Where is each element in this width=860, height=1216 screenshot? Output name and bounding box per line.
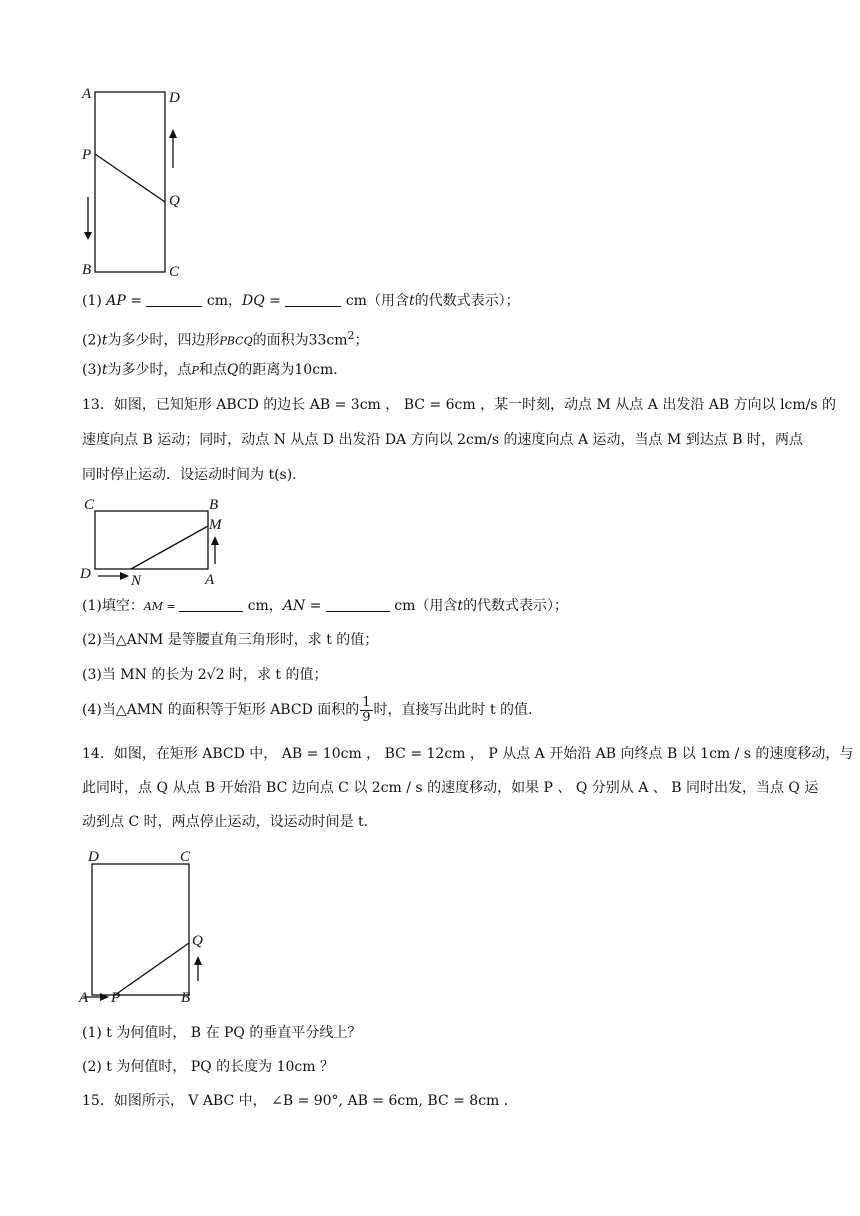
- q13-part1: (1)填空：AM = cm，AN = cm（用含t的代数式表示）；: [82, 598, 569, 614]
- label-A: A: [205, 572, 215, 588]
- q12-part1: (1) AP = cm，DQ = cm（用含t的代数式表示）；: [82, 293, 520, 309]
- answer-blank[interactable]: [326, 597, 390, 612]
- q14-text-line-3: 动到点 C 时，两点停止运动，设运动时间是 t．: [82, 814, 378, 830]
- q13-part2: (2)当△ANM 是等腰直角三角形时，求 t 的值；: [82, 632, 379, 648]
- figure-rectangle-abcd-2: [78, 496, 238, 588]
- q12-part2: (2)t为多少时，四边形PBCQ的面积为$33cm^2$；: [82, 329, 369, 349]
- q14-text-line-1: 14．如图，在矩形 ABCD 中， AB = 10cm ， BC = 12cm ， P 从点 A 开始沿 AB 向终点 B 以 1cm / s 的速度移动，与: [82, 746, 854, 762]
- q13-text-line-2: 速度向点 B 运动；同时，动点 N 从点 D 出发沿 DA 方向以 2cm/s 的速度向点 A 运动，当点 M 到达点 B 时，两点: [82, 432, 803, 448]
- label-B: B: [181, 990, 191, 1006]
- label-M: M: [209, 517, 222, 533]
- label-P: P: [111, 990, 121, 1006]
- label-D: D: [88, 849, 99, 865]
- q14-text-line-2: 此同时，点 Q 从点 B 开始沿 BC 边向点 C 以 2cm / s 的速度移动，如果 P 、 Q 分别从 A 、 B 同时出发，当点 Q 运: [82, 780, 819, 796]
- answer-blank[interactable]: [285, 292, 341, 307]
- figure-rectangle-abcd-1: [74, 82, 194, 282]
- q13-part3: (3)当 MN 的长为 2√2 时，求 t 的值；: [82, 667, 328, 683]
- label-A: A: [79, 990, 89, 1006]
- label-B: B: [82, 262, 92, 278]
- q13-part4: (4)当△AMN 的面积等于矩形 ABCD 面积的 $\frac{1}{9}$ 时，直接写出此时 t 的值.: [82, 694, 533, 725]
- label-Q: Q: [169, 193, 180, 209]
- q12-part3: (3)t为多少时，点P和点Q的距离为10cm．: [82, 362, 348, 378]
- answer-blank[interactable]: [146, 292, 202, 307]
- figure-rectangle-abcd-3: [80, 845, 220, 1007]
- label-C: C: [84, 497, 95, 513]
- q14-part1: (1) t 为何值时， B 在 PQ 的垂直平分线上？: [82, 1025, 362, 1041]
- label-C: C: [169, 264, 180, 280]
- answer-blank[interactable]: [179, 597, 243, 612]
- label-D: D: [80, 566, 91, 582]
- label-P: P: [82, 147, 92, 163]
- q15-text-line-1: 15．如图所示， V ABC 中， ∠B = 90°, AB = 6cm, BC = 8cm ．: [82, 1093, 518, 1109]
- q13-text-line-3: 同时停止运动．设运动时间为 t(s)．: [82, 467, 307, 483]
- fraction-one-ninth: $\frac{1}{9}$: [362, 694, 371, 725]
- label-D: D: [169, 90, 180, 106]
- q13-text-line-1: 13．如图，已知矩形 ABCD 的边长 AB = 3cm ， BC = 6cm ，某一时刻，动点 M 从点 A 出发沿 AB 方向以 lcm/s 的: [82, 397, 837, 413]
- label-B: B: [209, 497, 219, 513]
- label-C: C: [180, 849, 191, 865]
- label-N: N: [131, 573, 142, 589]
- q14-part2: (2) t 为何值时， PQ 的长度为 10cm ？: [82, 1059, 334, 1075]
- label-Q: Q: [192, 933, 203, 949]
- label-A: A: [82, 86, 92, 102]
